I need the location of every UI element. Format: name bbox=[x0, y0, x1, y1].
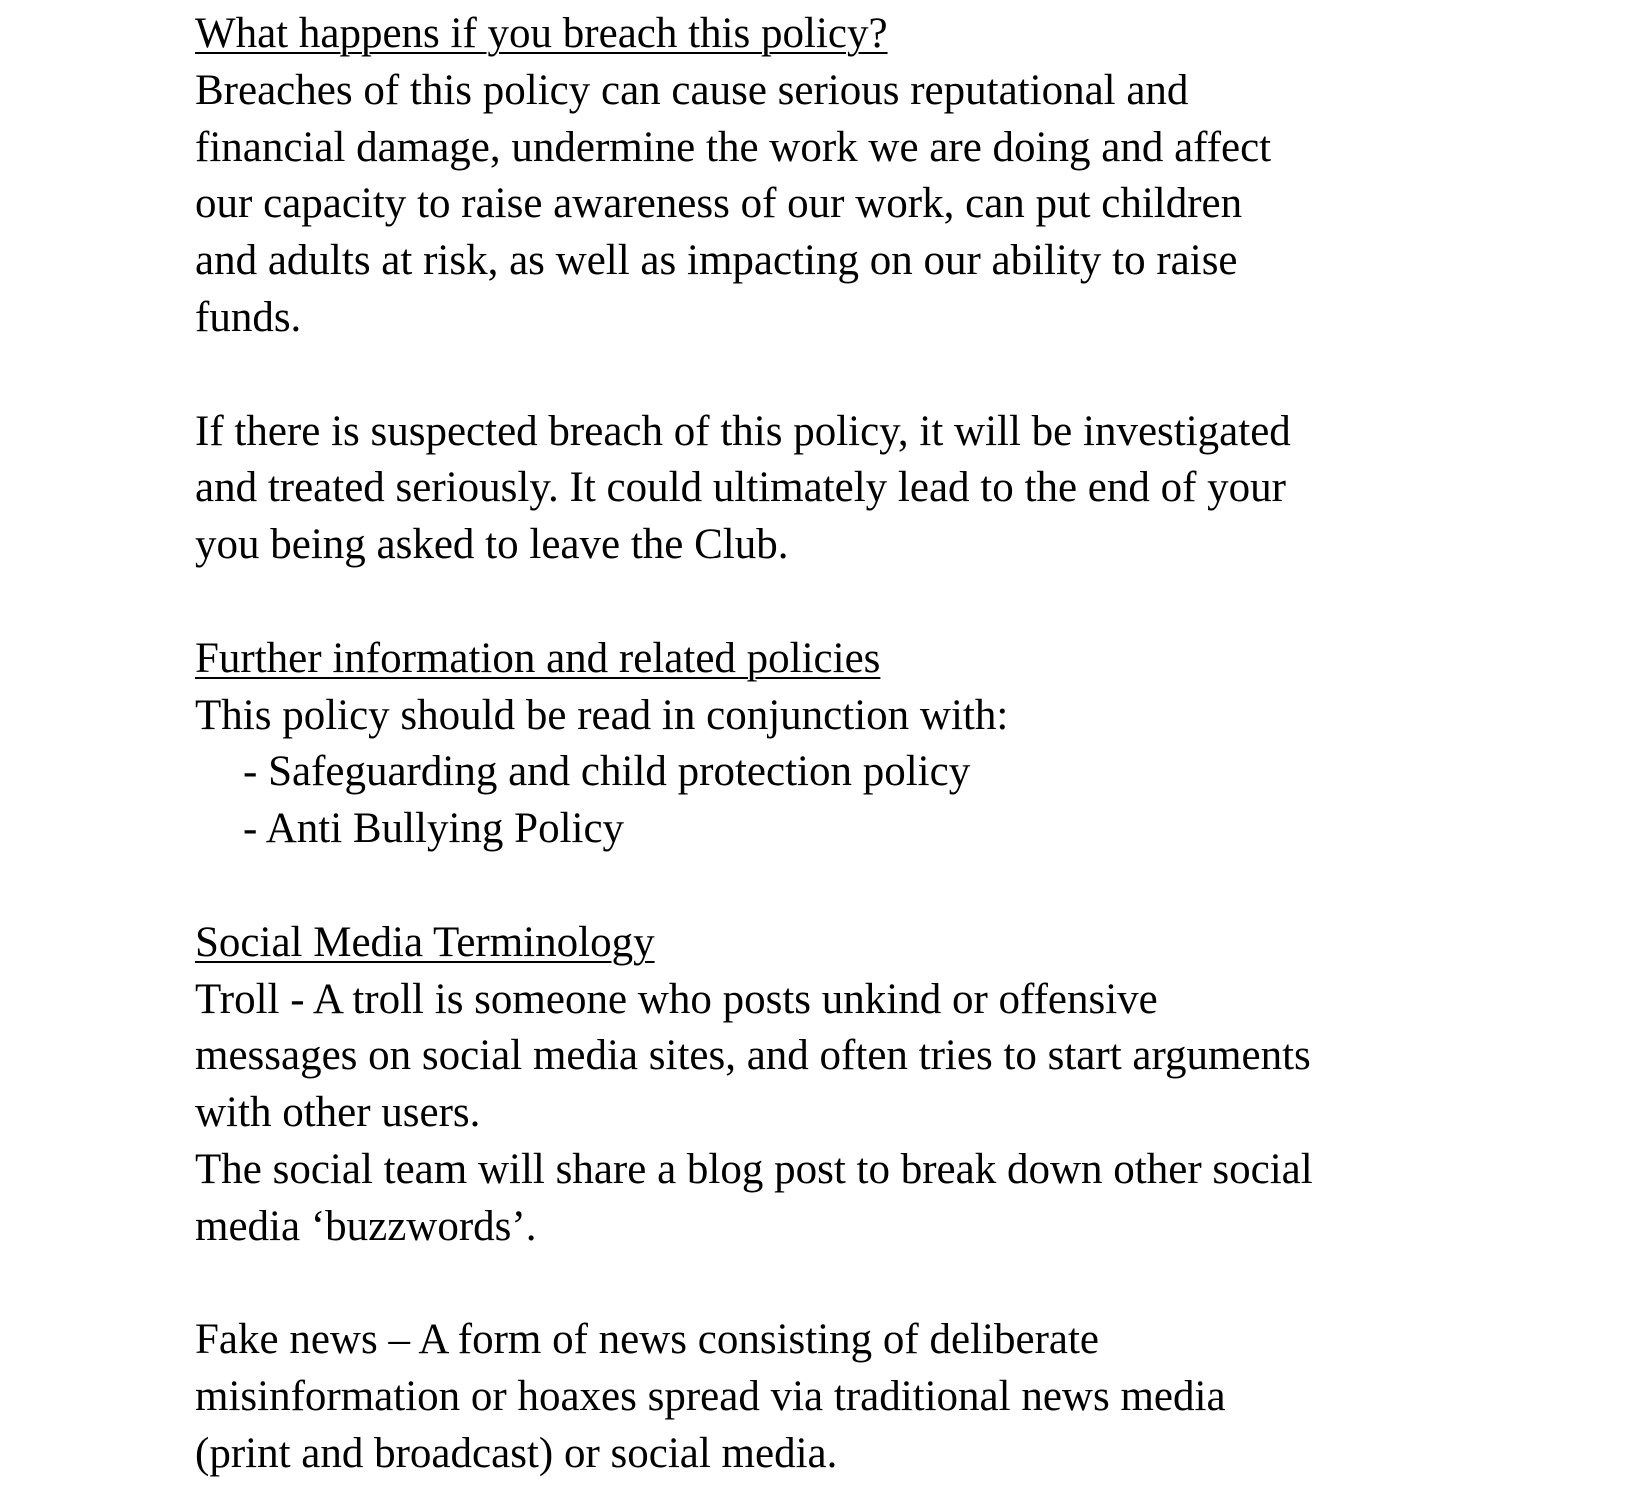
spacer bbox=[195, 1256, 1615, 1313]
text-line: you being asked to leave the Club. bbox=[195, 521, 789, 569]
text-line: messages on social media sites, and often tries to start arguments bbox=[195, 1032, 1311, 1080]
text-line: misinformation or hoaxes spread via traditional news media bbox=[195, 1373, 1226, 1421]
text-line: our capacity to raise awareness of our work, can put children bbox=[195, 180, 1243, 228]
breach-paragraph-2 bbox=[195, 404, 1615, 574]
text-line: The social team will share a blog post to break down other social bbox=[195, 1145, 1313, 1193]
text-line: with other users. bbox=[195, 1089, 481, 1137]
spacer bbox=[195, 858, 1615, 915]
text-line: financial damage, undermine the work we are doing and affect bbox=[195, 123, 1272, 171]
text-line: and treated seriously. It could ultimately lead to the end of your bbox=[195, 464, 1286, 512]
spacer bbox=[195, 574, 1615, 631]
fake-news-definition bbox=[195, 1312, 1615, 1482]
text-line: Troll - A troll is someone who posts unkind or offensive bbox=[195, 975, 1158, 1023]
text-line: Fake news – A form of news consisting of deliberate bbox=[195, 1316, 1100, 1364]
text-line: and adults at risk, as well as impacting on our ability to raise bbox=[195, 237, 1238, 285]
related-policies-list bbox=[195, 744, 1615, 858]
blog-note bbox=[195, 1142, 1615, 1256]
text-line: If there is suspected breach of this policy, it will be investigated bbox=[195, 407, 1291, 455]
further-info-heading: Further information and related policies bbox=[195, 634, 881, 682]
text-line: Breaches of this policy can cause serious reputational and bbox=[195, 66, 1189, 114]
spacer bbox=[195, 347, 1615, 404]
text-line: media ‘buzzwords’. bbox=[195, 1202, 537, 1250]
text-line: funds. bbox=[195, 293, 302, 341]
breach-heading: What happens if you breach this policy? bbox=[195, 10, 888, 57]
text-line: (print and broadcast) or social media. bbox=[195, 1429, 838, 1477]
further-info-intro: This policy should be read in conjunction with: bbox=[195, 691, 1009, 739]
list-item: - Safeguarding and child protection policy bbox=[243, 748, 971, 796]
list-item: - Anti Bullying Policy bbox=[243, 805, 625, 853]
troll-definition bbox=[195, 972, 1615, 1142]
breach-paragraph-1 bbox=[195, 63, 1615, 347]
terminology-heading: Social Media Terminology bbox=[195, 918, 655, 966]
document-page bbox=[195, 6, 1615, 1483]
